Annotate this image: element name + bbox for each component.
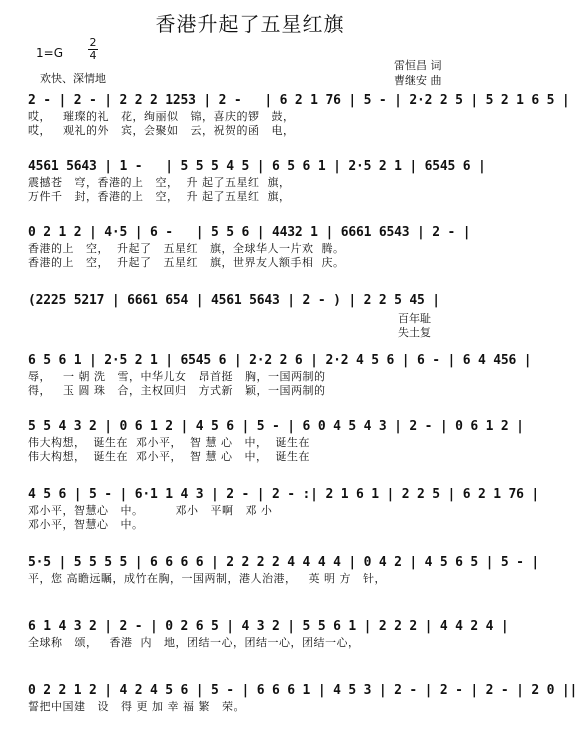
lyric-line-1: 辱， 一 朝 洗 雪，中华儿女 昂首挺 胸，一国两制的 [28,370,326,383]
lyric-line-1: 全球称 颂， 香港 内 地，团结一心，团结一心，团结一心， [28,636,360,649]
staff-row [28,618,509,650]
lyric-line-1: 平，您 高瞻远瞩，成竹在胸，一国两制，港人治港， 英 明 方 针， [28,572,386,585]
time-signature-bottom: 4 [89,49,97,62]
lyric-line-2: 万件千 封，香港的上 空， 升 起了五星红 旗， [28,190,291,203]
staff-row [28,352,532,398]
notation-line: 6 5 6 1 | 2·5 2 1 | 6545 6 | 2·2 2 6 | 2·2 4 5 6 | 6 - | 6 4 456 | [28,353,532,368]
expression-marking: 欢快、深情地 [40,72,106,85]
notation-line: 4561 5643 | 1 - | 5 5 5 4 5 | 6 5 6 1 | 2·5 2 1 | 6545 6 | [28,159,486,174]
side-lyric-1: 百年耻 [398,312,431,325]
lyric-line-1: 邓小平，智慧心 中。 邓小 平啊 邓 小 [28,504,273,517]
side-lyric-2: 失土复 [398,326,431,339]
staff-row [28,554,539,586]
lyricist: 雷恒昌 词 [394,59,442,72]
lyric-line-1: 震撼苍 穹，香港的上 空， 升 起了五星红 旗， [28,176,291,189]
time-signature-top: 2 [89,36,97,49]
lyric-line-2: 伟大构想， 诞生在 邓小平， 智 慧 心 中， 诞生在 [28,450,310,463]
lyric-line-1: 伟大构想， 诞生在 邓小平， 智 慧 心 中， 诞生在 [28,436,310,449]
notation-line: 5·5 | 5 5 5 5 | 6 6 6 6 | 2 2 2 2 4 4 4 4 | 0 4 2 | 4 5 6 5 | 5 - | [28,555,539,570]
notation-line: 5 5 4 3 2 | 0 6 1 2 | 4 5 6 | 5 - | 6 0 4 5 4 3 | 2 - | 0 6 1 2 | [28,419,524,434]
staff-row [28,224,490,270]
staff-row [28,418,524,464]
notation-line: 4 5 6 | 5 - | 6·1 1 4 3 | 2 - | 2 - :| 2 1 6 1 | 2 2 5 | 6 2 1 76 | [28,487,539,502]
time-signature [88,38,98,61]
lyric-line-1: 哎， 璀璨的礼 花，绚丽似 锦，喜庆的锣 鼓， [28,110,295,123]
staff-row [28,158,490,204]
notation-line: 0 2 2 1 2 | 4 2 4 5 6 | 5 - | 6 6 6 1 | 4 5 3 | 2 - | 2 - | 2 - | 2 0 || [28,683,577,698]
staff-row [28,292,490,310]
staff-row [28,486,539,532]
credits [394,58,442,88]
song-title: 香港升起了五星红旗 [155,12,345,36]
lyric-line-2: 得， 玉 圆 珠 合，主权回归 方式新 颖，一国两制的 [28,384,326,397]
composer: 曹继安 曲 [394,74,442,87]
lyric-line-2: 哎， 观礼的外 宾，会聚如 云，祝贺的函 电， [28,124,295,137]
lyric-line-1: 香港的上 空， 升起了 五星红 旗，全球华人一片欢 腾。 [28,242,345,255]
key-signature: 1=G [36,46,63,60]
notation-line: 6 1 4 3 2 | 2 - | 0 2 6 5 | 4 3 2 | 5 5 6 1 | 2 2 2 | 4 4 2 4 | [28,619,509,634]
notation-line: (2225 5217 | 6661 654 | 4561 5643 | 2 - ) | 2 2 5 45 | [28,293,440,308]
notation-line: 2 - | 2 - | 2 2 2 1253 | 2 - | 6 2 1 76 | 5 - | 2·2 2 5 | 5 2 1 6 5 | [28,93,570,108]
lyric-line-2: 邓小平，智慧心 中。 [28,518,144,531]
staff-row [28,682,577,714]
lyric-line-1: 誓把中国建 设 得 更 加 幸 福 繁 荣。 [28,700,245,713]
notation-line: 0 2 1 2 | 4·5 | 6 - | 5 5 6 | 4432 1 | 6661 6543 | 2 - | [28,225,471,240]
staff-row [28,92,570,138]
lyric-line-2: 香港的上 空， 升起了 五星红 旗，世界友人额手相 庆。 [28,256,345,269]
